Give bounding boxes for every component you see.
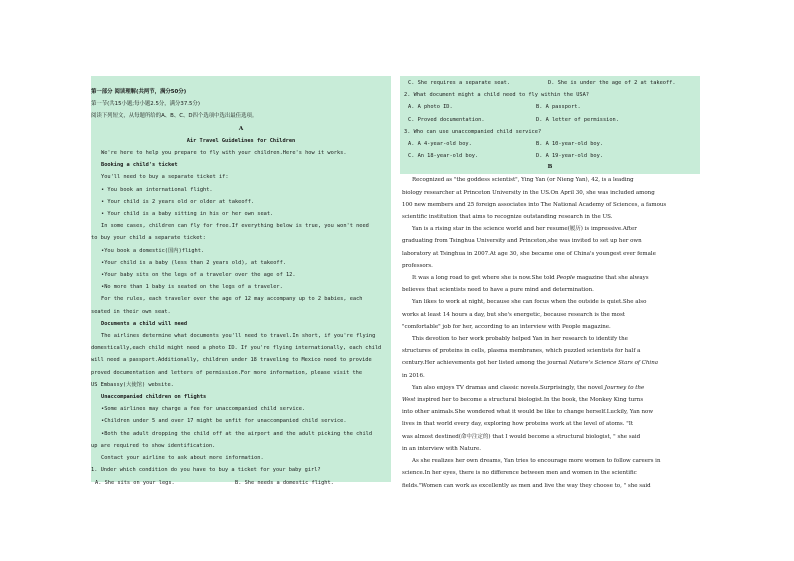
text-run: century.Her achievements got her listed among the journal bbox=[402, 360, 569, 367]
text-line: For the rules, each traveler over the age of 12 may accompany up to 2 babies, each bbox=[101, 296, 363, 303]
question-2-options bbox=[404, 114, 696, 126]
bullet: •Your baby sits on the legs of a traveler over the age of 12. bbox=[101, 272, 296, 279]
option-a: A. A photo ID. bbox=[408, 104, 453, 111]
option-b: B. A 10-year-old boy. bbox=[536, 141, 603, 148]
text-line: 100 new members and 25 foreign associates into The National Academy of Sciences, a famous bbox=[402, 201, 667, 208]
text-line: up are required to show identification. bbox=[91, 442, 216, 449]
text-line: Yan likes to work at night, because she can focus when the outside is quiet.She also bbox=[412, 299, 647, 306]
heading-documents: Documents a child will need bbox=[101, 320, 188, 327]
text-line: Recognized as "the goddess scientist", Ying Yan (or Nieng Yan), 42, is a leading bbox=[412, 177, 634, 184]
text-line: seated in their own seat. bbox=[91, 308, 171, 315]
italic-run: Nature's Science Stars of China bbox=[568, 360, 659, 367]
italic-run: West bbox=[402, 397, 416, 404]
section-heading: 第一部分 阅读理解(共两节，满分50分) bbox=[91, 89, 187, 95]
instruction: 阅读下列短文，从每题所给的A、B、C、D四个选项中选出最佳选项。 bbox=[91, 113, 258, 120]
text-line: domestically,each child might need a photo ID. If you're flying internationally, each child bbox=[91, 345, 382, 352]
passage-title: Air Travel Guidelines for Children bbox=[186, 137, 296, 144]
text-run: It was a long road to get where she is now.She told bbox=[412, 275, 557, 282]
question-3-options bbox=[404, 150, 696, 162]
question-2-options bbox=[404, 101, 696, 113]
text-line: graduating from Tsinghua University and Princeton,she was invited to set up her own bbox=[402, 238, 642, 245]
question-2: 2. What document might a child need to fly within the USA? bbox=[404, 92, 589, 99]
intro: We're here to help you prepare to fly with your children.Here's how it works. bbox=[101, 150, 347, 157]
text-line: will need a passport.Additionally, children under 18 traveling to Mexico need to provide bbox=[91, 357, 372, 364]
bullet: • Your child is 2 years old or older at takeoff. bbox=[101, 198, 255, 205]
text-line: science.In her eyes, there is no difference between men and women in the scientific bbox=[402, 470, 637, 477]
text-line: to buy your child a separate ticket: bbox=[91, 235, 206, 242]
text-line: proved documentation and letters of permission.For more information, please visit the bbox=[91, 369, 363, 376]
italic-run: People bbox=[556, 275, 576, 282]
text-line bbox=[402, 382, 698, 394]
text-line: believes that scientists need to have a pure mind and determination. bbox=[402, 287, 594, 294]
text-line: works at least 14 hours a day, but she's energetic, because research is the most bbox=[402, 311, 626, 318]
option-d: D. A 19-year-old boy. bbox=[536, 153, 603, 160]
option-b: B. She needs a domestic flight. bbox=[235, 479, 334, 486]
questions-block bbox=[400, 76, 700, 174]
bullet: •You book a domestic(国内)flight. bbox=[101, 247, 205, 254]
text-line: You'll need to buy a separate ticket if: bbox=[101, 174, 229, 181]
text-line: In some cases, children can fly for free.If everything below is true, you won't need bbox=[101, 223, 369, 230]
text-line: fields."Women can work as excellently as men and live the way they choose to, " she said bbox=[402, 482, 651, 489]
text-line: into other animals.She wondered what it would be like to change herself.Luckily, Yan now bbox=[402, 409, 654, 416]
option-d: D. She is under the age of 2 at takeoff. bbox=[548, 80, 676, 86]
option-a: A. A 4-year-old boy. bbox=[408, 141, 472, 148]
text-line: Contact your airline to ask about more information. bbox=[101, 455, 264, 462]
text-line: was almost destined(命中注定的) that I would become a structural biologist, " she said bbox=[402, 433, 641, 440]
text-line bbox=[402, 394, 698, 406]
option-c: C. She requires a separate seat. bbox=[408, 80, 511, 86]
text-line: biology researcher at Princeton University in the US.On April 30, she was included among bbox=[402, 189, 655, 196]
bullet: •Children under 5 and over 17 might be unfit for unaccompanied child service. bbox=[101, 418, 347, 425]
question-1-options-cd bbox=[404, 77, 696, 89]
text-line: laboratory at Tsinghua in 2007.At age 30, she became one of China's youngest ever female bbox=[402, 250, 656, 257]
text-line: in an interview with Nature. bbox=[402, 445, 482, 452]
text-line: US Embassy(大使馆) website. bbox=[91, 381, 174, 388]
option-c: C. An 18-year-old boy. bbox=[408, 153, 479, 160]
text-line: As she realizes her own dreams, Yan tries to encourage more women to follow careers in bbox=[412, 458, 661, 465]
text-line bbox=[402, 357, 698, 369]
text-line: "comfortable" job for her, according to an interview with People magazine. bbox=[402, 323, 611, 330]
bullet: • You book an international flight. bbox=[101, 186, 213, 193]
left-column bbox=[91, 76, 391, 486]
right-column bbox=[400, 76, 700, 489]
text-run: Yan also enjoys TV dramas and classic novels.Surprisingly, the novel bbox=[412, 384, 605, 391]
bullet: •No more than 1 baby is seated on the legs of a traveler. bbox=[101, 284, 283, 291]
bullet: •Both the adult dropping the child off at the airport and the adult picking the child bbox=[101, 430, 373, 437]
italic-run: Journey to the bbox=[604, 384, 645, 391]
bullet: •Your child is a baby (less than 2 years old), at takeoff. bbox=[101, 259, 286, 266]
text-run: magazine that she always bbox=[575, 275, 649, 282]
text-line: structures of proteins in cells, plasma membranes, which puzzled scientists for half a bbox=[402, 348, 641, 355]
heading-unaccompanied: Unaccompanied children on flights bbox=[101, 394, 207, 401]
passage-b bbox=[400, 174, 700, 491]
text-line: The airlines determine what documents you'll need to travel.In short, if you're flying bbox=[101, 333, 376, 340]
text-line: scientific institution that aims to recognize outstanding research in the US. bbox=[402, 214, 613, 221]
text-line: This devotion to her work probably helped Yan in her research to identify the bbox=[412, 336, 628, 343]
question-3: 3. Who can use unaccompanied child service? bbox=[404, 128, 542, 135]
bullet: • Your child is a baby sitting in his or her own seat. bbox=[101, 211, 274, 218]
option-d: D. A letter of permission. bbox=[536, 116, 619, 123]
question-1-options bbox=[91, 477, 391, 489]
text-line: lives in that world every day, exploring how proteins work at the level of atoms. "It bbox=[402, 421, 634, 428]
text-line: Yan is a rising star in the science world and her resume(履历) is impressive.After bbox=[412, 226, 637, 233]
text-line: in 2016. bbox=[402, 372, 425, 379]
text-line: professors. bbox=[402, 262, 433, 269]
passage-letter-a: A bbox=[238, 125, 244, 132]
question-3-options bbox=[404, 138, 696, 150]
text-run: inspired her to become a structural biologist.In the book, the Monkey King turns bbox=[415, 397, 644, 404]
option-a: A. She sits on your legs. bbox=[95, 479, 175, 486]
option-c: C. Proved documentation. bbox=[408, 116, 485, 123]
text-line bbox=[402, 272, 698, 284]
bullet: •Some airlines may charge a fee for unaccompanied child service. bbox=[101, 406, 306, 413]
heading-booking: Booking a child's ticket bbox=[101, 162, 178, 169]
part-heading: 第一节(共15小题;每小题2.5分，满分37.5分) bbox=[91, 101, 200, 108]
passage-letter-b: B bbox=[547, 164, 553, 171]
question-1: 1. Under which condition do you have to buy a ticket for your baby girl? bbox=[91, 467, 321, 474]
option-b: B. A passport. bbox=[536, 104, 581, 111]
